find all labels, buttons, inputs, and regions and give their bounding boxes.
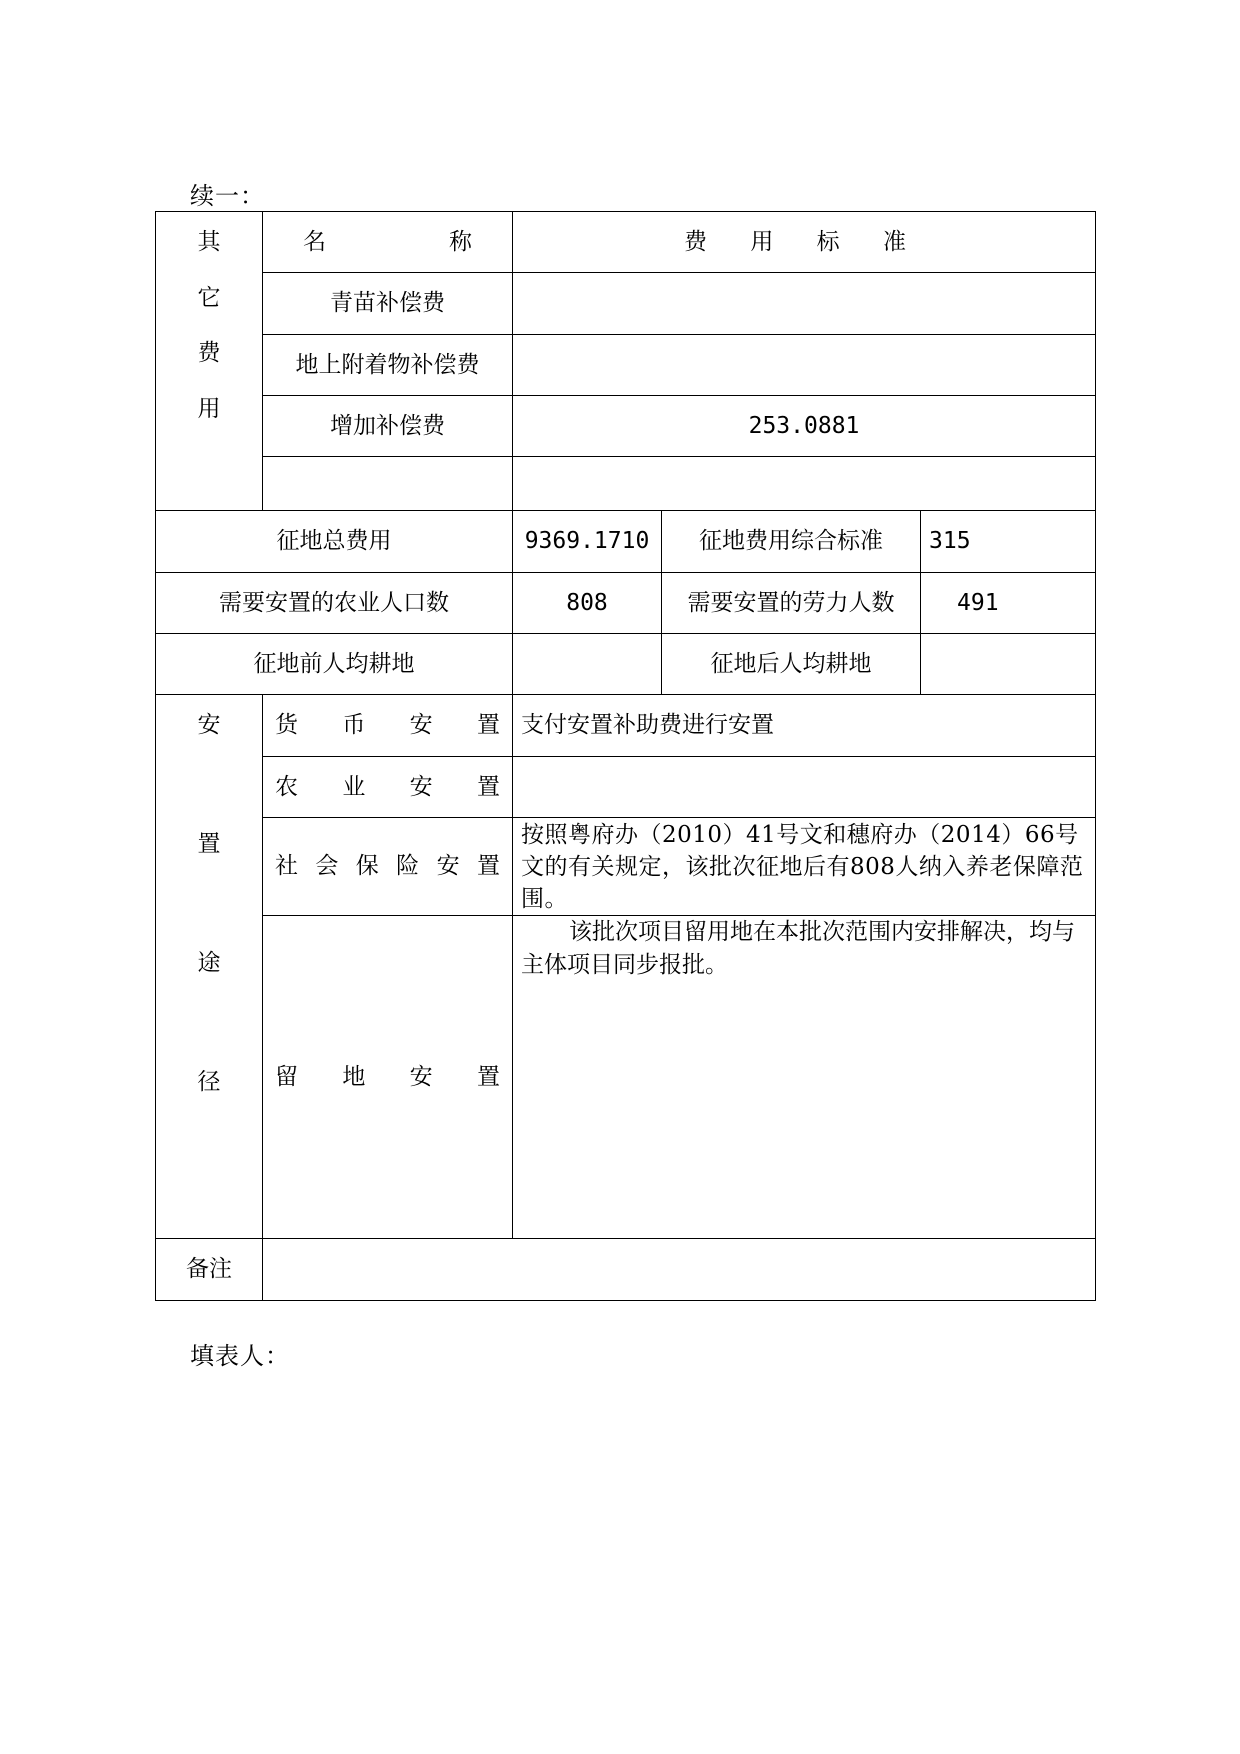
side-char: 用 bbox=[197, 395, 221, 422]
fee-row bbox=[156, 396, 1096, 457]
other-fees-header-row bbox=[156, 212, 1096, 273]
side-char: 径 bbox=[197, 1069, 221, 1095]
monetary-row bbox=[156, 695, 1096, 757]
fee-name: 地上附着物补偿费 bbox=[263, 335, 513, 396]
social-insurance-label: 社 会 保 险 安 置 bbox=[263, 818, 513, 916]
filled-by-label: 填表人： bbox=[190, 1342, 290, 1370]
labor-count-label: 需要安置的劳力人数 bbox=[662, 573, 921, 634]
fee-row bbox=[156, 273, 1096, 335]
agri-row bbox=[156, 757, 1096, 818]
resettlement-side-label bbox=[156, 695, 263, 1239]
land-acquisition-table bbox=[155, 211, 1096, 1301]
population-row bbox=[156, 573, 1096, 634]
monetary-label: 货 币 安 置 bbox=[263, 695, 513, 757]
farmland-after-label: 征地后人均耕地 bbox=[662, 634, 921, 695]
fee-standard bbox=[513, 335, 1096, 396]
reserved-land-row bbox=[156, 916, 1096, 1239]
farmland-row bbox=[156, 634, 1096, 695]
fee-row bbox=[156, 457, 1096, 511]
fee-name: 青苗补偿费 bbox=[263, 273, 513, 335]
agri-population-value: 808 bbox=[513, 573, 662, 634]
remarks-value bbox=[263, 1239, 1096, 1301]
monetary-value: 支付安置补助费进行安置 bbox=[513, 695, 1096, 757]
remarks-row bbox=[156, 1239, 1096, 1301]
farmland-before-label: 征地前人均耕地 bbox=[156, 634, 513, 695]
side-char: 途 bbox=[197, 950, 221, 976]
remarks-label: 备注 bbox=[156, 1239, 263, 1301]
farmland-before-value bbox=[513, 634, 662, 695]
total-fee-value: 9369.1710 bbox=[513, 511, 662, 573]
other-fees-side-label bbox=[156, 212, 263, 511]
fee-row bbox=[156, 335, 1096, 396]
side-char: 它 bbox=[197, 284, 221, 311]
fee-standard bbox=[513, 273, 1096, 335]
fee-name: 增加补偿费 bbox=[263, 396, 513, 457]
standard-column-header: 费 用 标 准 bbox=[513, 212, 1096, 273]
total-fee-row bbox=[156, 511, 1096, 573]
farmland-after-value bbox=[921, 634, 1096, 695]
fee-standard: 253.0881 bbox=[513, 396, 1096, 457]
composite-standard-label: 征地费用综合标准 bbox=[662, 511, 921, 573]
side-char: 置 bbox=[197, 831, 221, 857]
agri-label: 农 业 安 置 bbox=[263, 757, 513, 818]
name-column-header: 名 称 bbox=[263, 212, 513, 273]
agri-population-label: 需要安置的农业人口数 bbox=[156, 573, 513, 634]
reserved-land-value: 该批次项目留用地在本批次范围内安排解决，均与主体项目同步报批。 bbox=[513, 916, 1096, 1239]
labor-count-value: 491 bbox=[921, 573, 1096, 634]
side-char: 其 bbox=[197, 229, 221, 255]
continuation-heading: 续一： bbox=[190, 182, 265, 210]
fee-standard bbox=[513, 457, 1096, 511]
fee-name bbox=[263, 457, 513, 511]
side-char: 安 bbox=[197, 712, 221, 738]
reserved-land-label: 留 地 安 置 bbox=[263, 916, 513, 1239]
total-fee-label: 征地总费用 bbox=[156, 511, 513, 573]
composite-standard-value: 315 bbox=[921, 511, 1096, 573]
side-char: 费 bbox=[197, 340, 221, 367]
agri-value bbox=[513, 757, 1096, 818]
social-insurance-value: 按照粤府办（2010）41号文和穗府办（2014）66号文的有关规定，该批次征地后有808人纳入养老保障范围。 bbox=[513, 818, 1096, 916]
social-insurance-row bbox=[156, 818, 1096, 916]
